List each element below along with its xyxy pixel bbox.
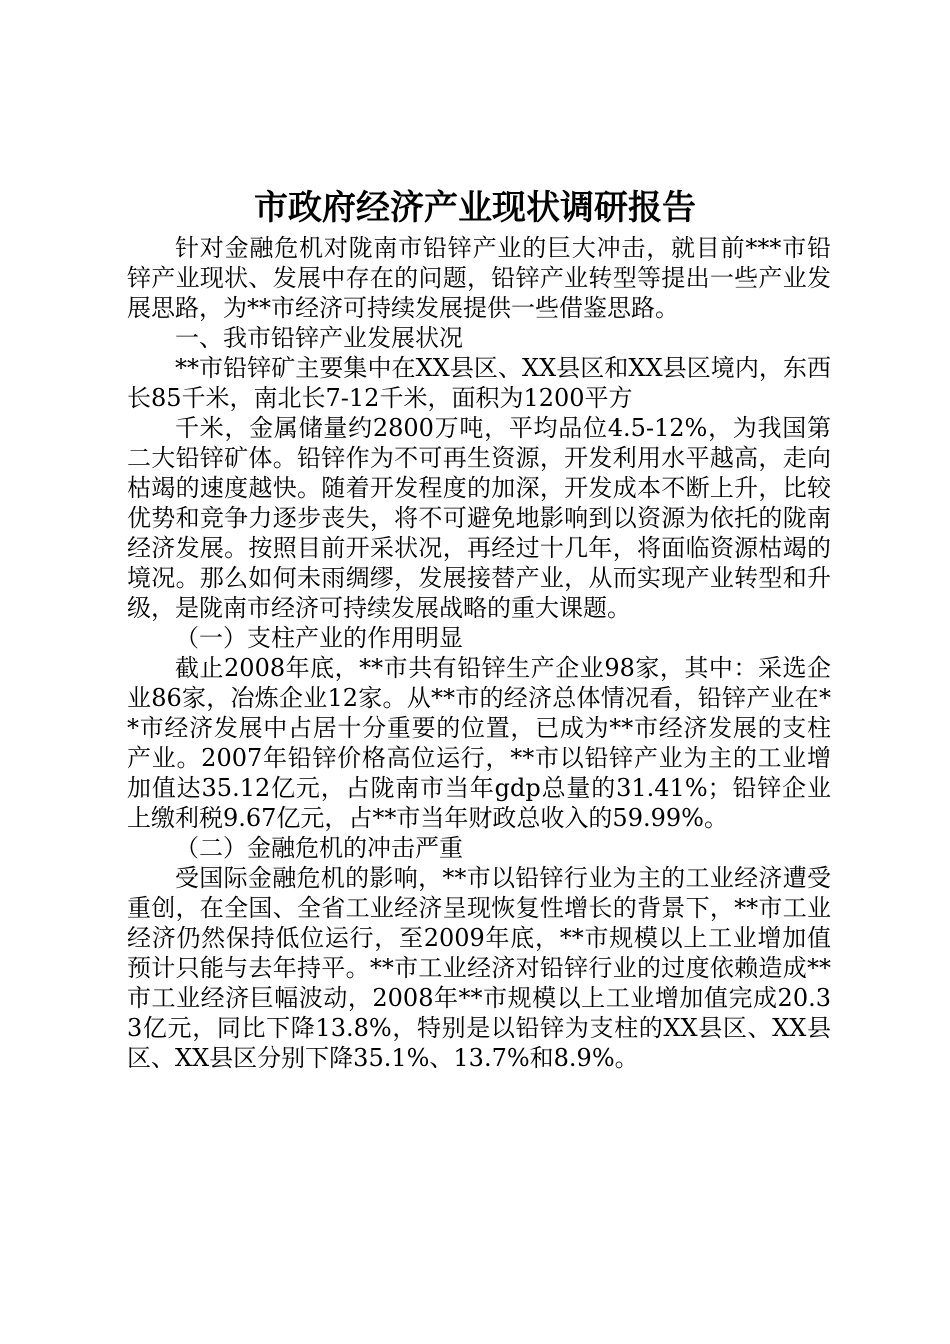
document-title: 市政府经济产业现状调研报告: [254, 188, 696, 228]
subsection-heading-1: （一）支柱产业的作用明显: [175, 624, 463, 652]
document-body: [127, 233, 831, 1073]
body-paragraph: 受国际金融危机的影响，**市以铅锌行业为主的工业经济遭受重创，在全国、全省工业经济呈现恢复性增长的背景下，**市工业经济仍然保持低位运行，至2009年底，**市规模以上工业增加值预计只能与去年持平。**市工业经济对铅锌行业的过度依赖造成**市工业经济巨幅波动，2008年**市规模以上工业增加值完成20.33亿元，同比下降13.8%，特别是以铅锌为支柱的XX县区、XX县区、XX县区分别下降35.1%、13.7%和8.9%。: [127, 864, 831, 1072]
body-paragraph: 截止2008年底，**市共有铅锌生产企业98家，其中：采选企业86家，冶炼企业12家。从**市的经济总体情况看，铅锌产业在**市经济发展中占居十分重要的位置，已成为**市经济发展的支柱产业。2007年铅锌价格高位运行，**市以铅锌产业为主的工业增加值达35.12亿元，占陇南市当年gdp总量的31.41%；铅锌企业上缴利税9.67亿元，占**市当年财政总收入的59.99%。: [127, 654, 831, 832]
intro-paragraph: 针对金融危机对陇南市铅锌产业的巨大冲击，就目前***市铅锌产业现状、发展中存在的问题，铅锌产业转型等提出一些产业发展思路，为**市经济可持续发展提供一些借鉴思路。: [127, 234, 831, 322]
body-paragraph: **市铅锌矿主要集中在XX县区、XX县区和XX县区境内，东西长85千米，南北长7-12千米，面积为1200平方: [127, 354, 831, 412]
body-paragraph: 千米，金属储量约2800万吨，平均品位4.5-12%，为我国第二大铅锌矿体。铅锌作为不可再生资源，开发利用水平越高，走向枯竭的速度越快。随着开发程度的加深，开发成本不断上升，比较优势和竞争力逐步丧失，将不可避免地影响到以资源为依托的陇南经济发展。按照目前开采状况，再经过十几年，将面临资源枯竭的境况。那么如何未雨绸缪，发展接替产业，从而实现产业转型和升级，是陇南市经济可持续发展战略的重大课题。: [127, 414, 831, 622]
subsection-heading-2: （二）金融危机的冲击严重: [175, 834, 463, 862]
section-heading-1: 一、我市铅锌产业发展状况: [175, 324, 463, 352]
